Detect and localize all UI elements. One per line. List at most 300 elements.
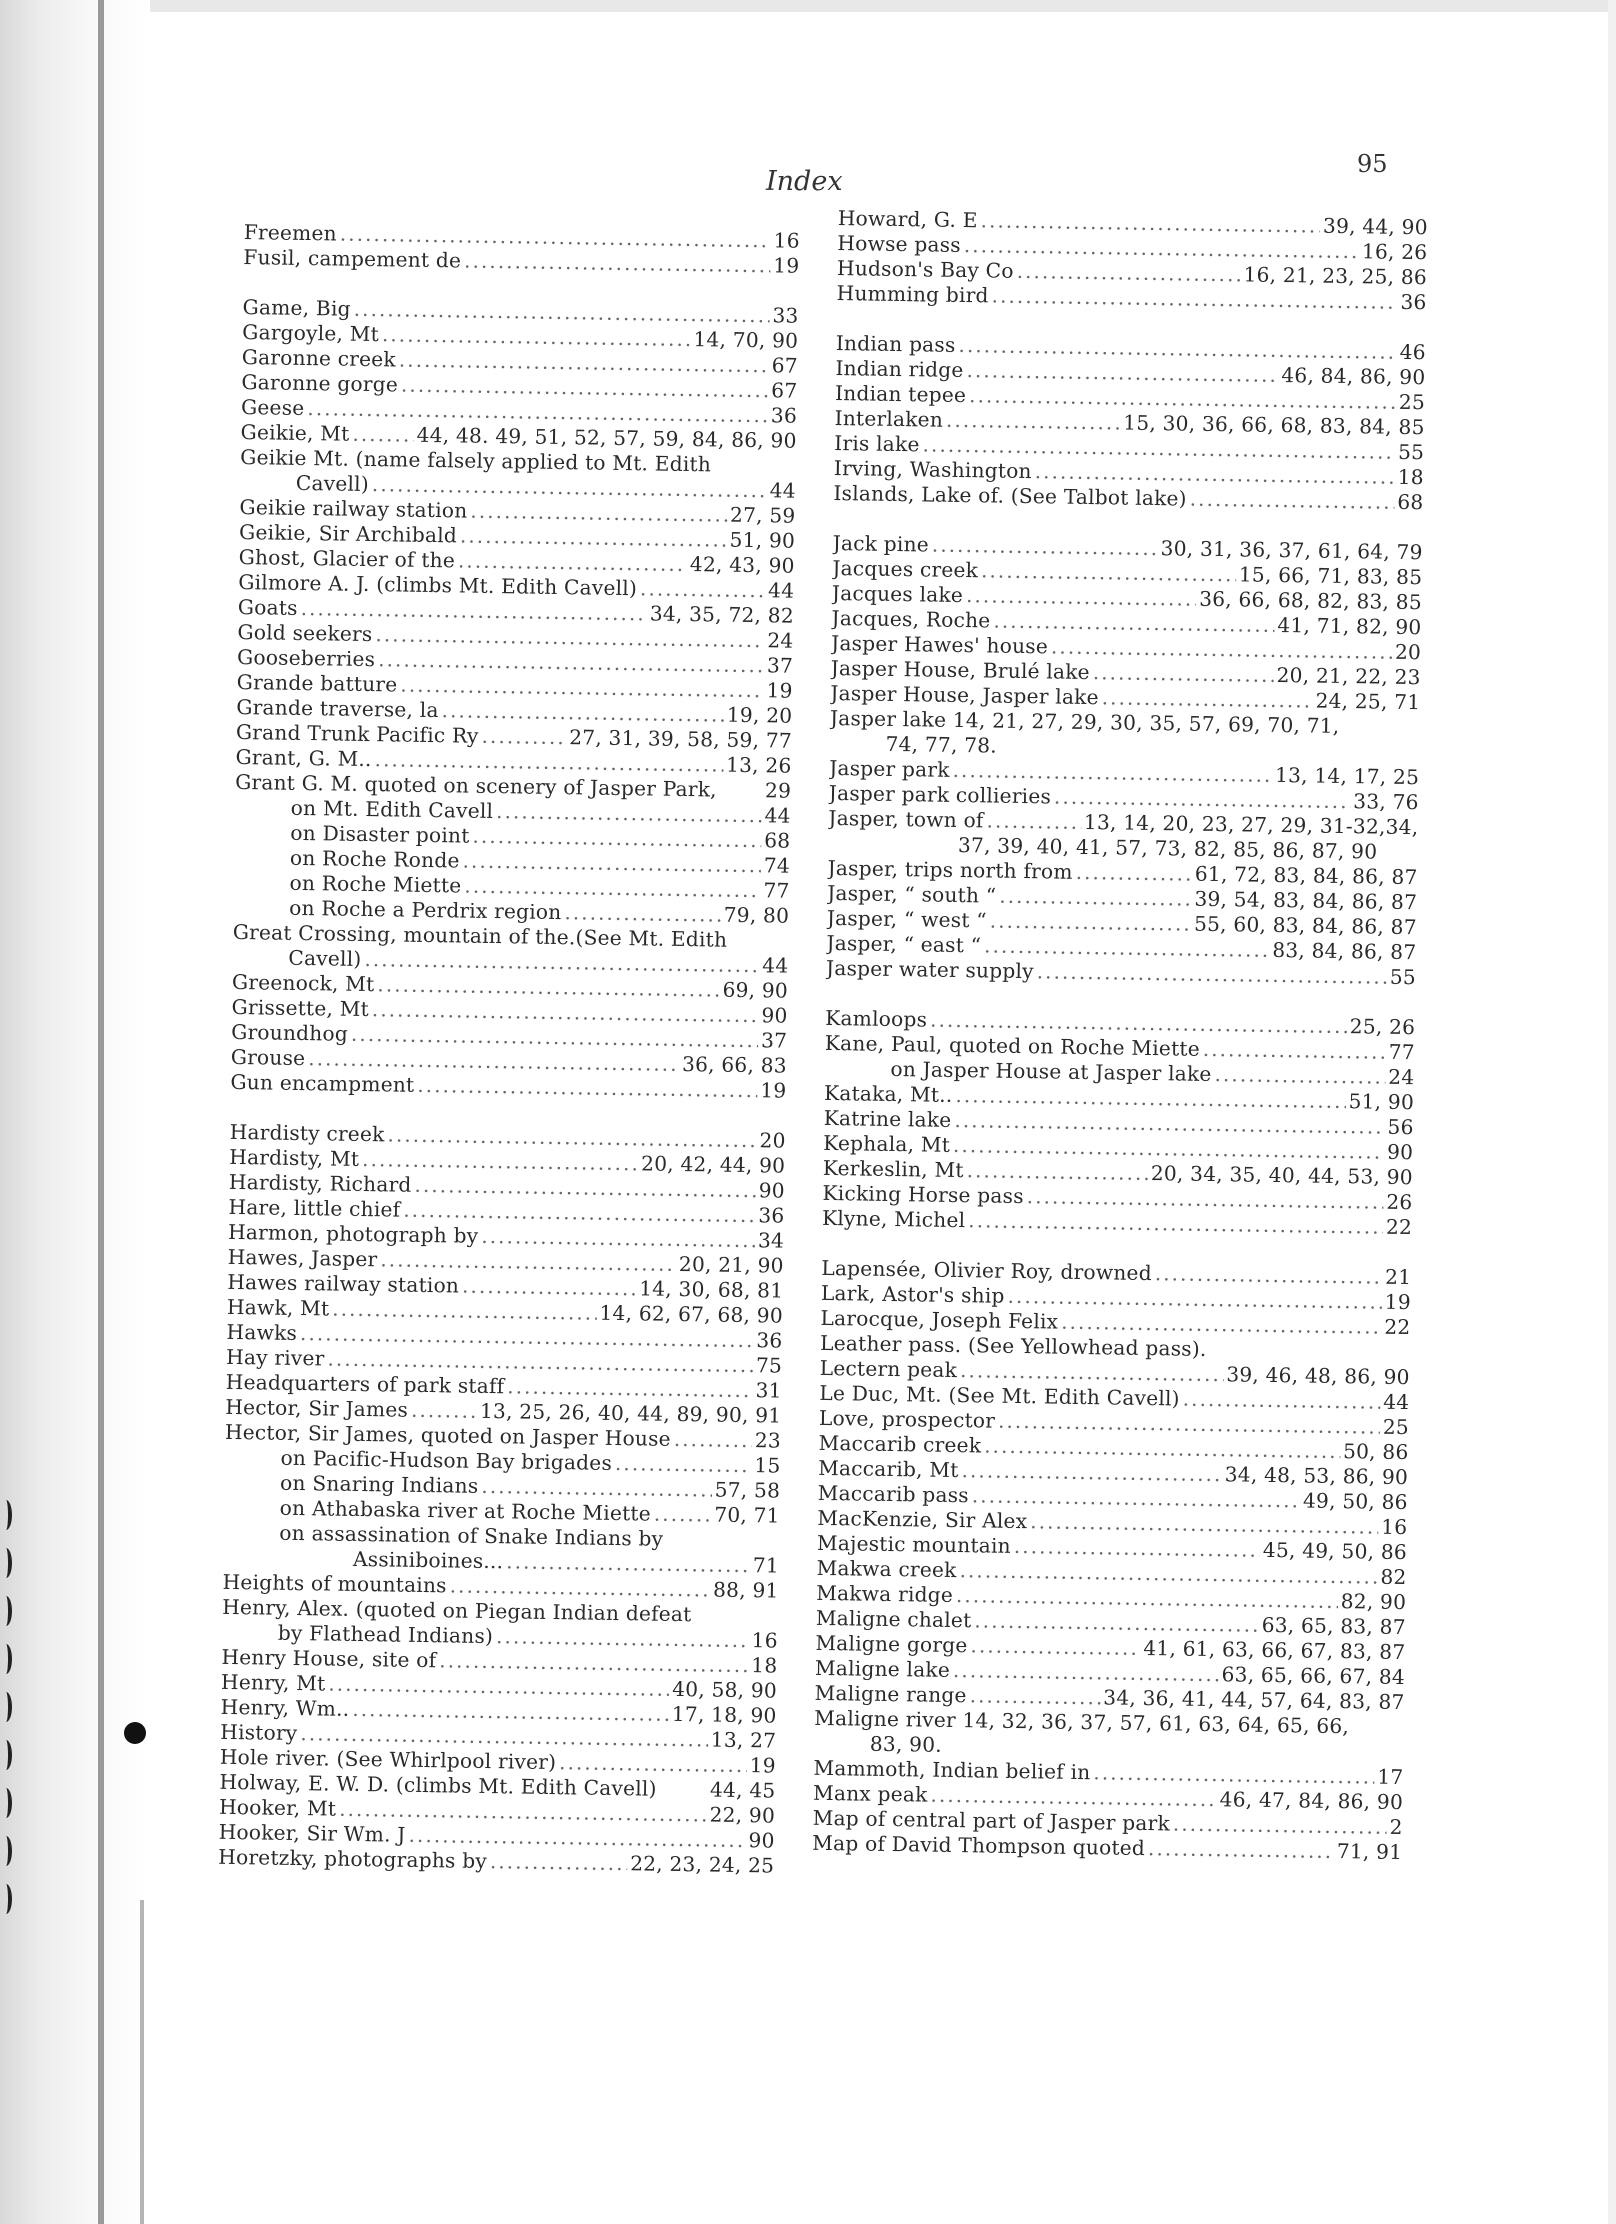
index-entry-pages: 71 — [752, 1553, 780, 1578]
index-entry-label: Grande traverse, la — [236, 694, 439, 723]
index-entry-pages: 22, 90 — [709, 1802, 776, 1828]
index-entry-pages: 79, 80 — [723, 902, 790, 928]
dot-leader — [946, 408, 1121, 436]
index-entry-label: Leather pass. (See Yellowhead pass). — [819, 1330, 1207, 1361]
index-entry-pages: 45, 49, 50, 86 — [1262, 1537, 1408, 1565]
index-entry-label: Maccarib, Mt — [817, 1455, 959, 1483]
index-entry-pages: 24, 25, 71 — [1315, 688, 1421, 715]
index-entry-label: Gun encampment — [230, 1069, 415, 1097]
index-entry-pages: 69, 90 — [722, 977, 789, 1003]
index-entry-pages: 67 — [771, 378, 798, 403]
index-entry-label: Jacques creek — [832, 555, 979, 583]
index-entry-label: Harmon, photograph by — [227, 1219, 479, 1248]
index-entry-pages: 63, 65, 66, 67, 84 — [1221, 1662, 1406, 1690]
index-entry-label: Kerkeslin, Mt — [822, 1155, 964, 1183]
index-entry-pages: 40, 58, 90 — [672, 1676, 778, 1703]
index-entry-pages: 20 — [1394, 639, 1422, 665]
index-entry-label: Gold seekers — [237, 619, 373, 647]
index-entry-label: Indian ridge — [835, 355, 964, 382]
index-entry-pages: 14, 30, 68, 81 — [639, 1276, 784, 1303]
index-entry-pages: 67 — [771, 353, 798, 378]
index-entry-pages: 90 — [1386, 1139, 1414, 1165]
index-entry-pages: 22, 23, 24, 25 — [629, 1851, 775, 1878]
binding-shadow — [0, 0, 150, 2224]
index-entry-label: on Mt. Edith Cavell — [290, 795, 494, 823]
dot-leader — [966, 583, 1197, 612]
dot-leader — [660, 1796, 707, 1797]
index-entry-label: Iris lake — [834, 430, 920, 457]
index-entry-pages: 39, 46, 48, 86, 90 — [1226, 1362, 1410, 1390]
index-entry-label: Hay river — [225, 1344, 325, 1371]
dot-leader — [417, 1073, 757, 1103]
dot-leader — [970, 1633, 1140, 1661]
index-entry-label: Cavell) — [288, 945, 362, 971]
index-entry-pages: 30, 31, 36, 37, 61, 64, 79 — [1160, 536, 1423, 565]
index-entry-label: Hole river. (See Whirlpool river) — [219, 1744, 557, 1775]
index-entry-pages: 42, 43, 90 — [689, 552, 795, 578]
index-entry-pages: 56 — [1387, 1114, 1414, 1140]
dot-leader — [507, 1374, 753, 1403]
index-entry-pages: 50, 86 — [1342, 1439, 1409, 1465]
dot-leader — [1209, 1356, 1407, 1359]
index-entry-label: Hawk, Mt — [226, 1294, 330, 1321]
index-entry-label: Goats — [237, 594, 298, 620]
index-entry-label: Horetzky, photographs by — [218, 1844, 488, 1874]
binder-ring — [0, 1692, 12, 1722]
index-entry-label: Interlaken — [834, 405, 944, 432]
index-entry-label: Jack pine — [832, 530, 930, 557]
index-entry-label: on assassination of Snake Indians by — [279, 1520, 664, 1551]
dot-leader — [1102, 685, 1313, 713]
index-entry-label: Jasper, “ south “ — [827, 880, 997, 908]
index-entry-pages: 68 — [1397, 489, 1424, 515]
index-entry-label: Maligne chalet — [815, 1605, 972, 1633]
index-entry-label: Jacques lake — [831, 580, 964, 608]
index-entry-label: Hector, Sir James, quoted on Jasper House — [224, 1419, 672, 1451]
dot-leader — [481, 1474, 712, 1503]
binding-clip — [124, 1722, 146, 1744]
index-entry-pages: 37 — [760, 1028, 788, 1053]
index-entry-label: Majestic mountain — [816, 1530, 1012, 1558]
index-entry-label: Jacques, Roche — [831, 605, 991, 633]
index-entry-label: Assiniboines... — [352, 1546, 504, 1574]
index-entry-label: Grouse — [230, 1044, 306, 1071]
index-entry-pages: 13, 14, 20, 23, 27, 29, 31-32,34, — [1083, 809, 1419, 840]
index-entry-pages: 36 — [756, 1328, 783, 1353]
index-entry-pages: 16 — [1381, 1514, 1408, 1540]
dot-leader — [559, 1750, 747, 1778]
index-entry-pages: 34, 48, 53, 86, 90 — [1224, 1462, 1409, 1490]
binding-edge-line-lower — [140, 1900, 144, 2224]
index-entry-label: Howse pass — [837, 230, 962, 257]
index-entry-label: Jasper, town of — [828, 805, 984, 833]
index-column-right — [812, 206, 1428, 1865]
index-entry-pages: 17, 18, 90 — [671, 1701, 777, 1728]
index-entry-pages: 19 — [1384, 1289, 1412, 1315]
index-entry-pages: 13, 25, 26, 40, 44, 89, 90, 91 — [479, 1398, 782, 1428]
index-entry-label: by Flathead Indians) — [277, 1620, 494, 1649]
index-entry-label: Indian tepee — [834, 380, 967, 408]
index-entry-label: Geikie, Mt — [240, 419, 350, 446]
index-entry-label: Geese — [240, 394, 305, 420]
index-entry-label: Geikie Mt. (name falsely applied to Mt. Edith — [240, 444, 712, 477]
dot-leader — [1173, 1811, 1387, 1839]
index-entry-pages: 27, 31, 39, 58, 59, 77 — [569, 725, 793, 753]
index-entry-pages: 19, 20 — [726, 702, 793, 728]
index-entry-label: Islands, Lake of. (See Talbot lake) — [833, 480, 1187, 511]
index-entry-pages: 70, 71 — [714, 1502, 780, 1528]
dot-leader — [564, 900, 721, 927]
dot-leader — [462, 1274, 636, 1302]
index-entry-label: on Roche Ronde — [289, 845, 460, 873]
index-entry-pages: 20, 34, 35, 40, 44, 53, 90 — [1150, 1161, 1414, 1190]
index-entry-label: Hawes, Jasper — [227, 1244, 378, 1272]
index-entry-pages: 22 — [1385, 1214, 1413, 1240]
index-entry-label: Katrine lake — [823, 1105, 952, 1132]
dot-leader — [615, 1451, 752, 1478]
index-entry-pages: 51, 90 — [729, 527, 796, 553]
index-entry-label: Larocque, Joseph Felix — [820, 1305, 1059, 1334]
dot-leader — [990, 908, 1192, 936]
dot-leader — [1148, 1836, 1334, 1864]
index-entry-label: Hooker, Mt — [218, 1794, 337, 1821]
index-entry-label: Henry, Alex. (quoted on Piegan Indian defeat — [222, 1594, 692, 1627]
index-entry-label: Kephala, Mt — [823, 1130, 951, 1157]
index-entry-label: Headquarters of park staff — [225, 1369, 505, 1399]
index-entry-label: Howard, G. E — [837, 206, 978, 233]
index-entry-pages: 49, 50, 86 — [1302, 1488, 1408, 1515]
page-top-edge — [0, 0, 1616, 12]
dot-leader — [1093, 660, 1274, 688]
index-entry-pages: 34, 36, 41, 44, 57, 64, 83, 87 — [1103, 1685, 1405, 1715]
index-entry-label: 83, 90. — [869, 1731, 943, 1757]
index-entry-label: Le Duc, Mt. (See Mt. Edith Cavell) — [819, 1380, 1180, 1411]
index-entry-pages: 15 — [754, 1453, 781, 1478]
index-entry-label: Maccarib pass — [817, 1480, 970, 1508]
index-entry-pages: 20, 21, 22, 23 — [1276, 662, 1421, 690]
index-entry-label: Hawes railway station — [227, 1269, 460, 1298]
index-entry-label: Maligne range — [814, 1680, 967, 1708]
index-entry-label: Manx peak — [812, 1780, 928, 1807]
page-number: 95 — [1357, 150, 1388, 178]
dot-leader — [654, 1502, 712, 1528]
index-entry-pages: 36 — [758, 1203, 785, 1228]
index-entry-label: Jasper water supply — [825, 955, 1034, 984]
index-entry-pages: 39, 44, 90 — [1322, 213, 1428, 240]
index-entry-pages: 44 — [1383, 1389, 1410, 1415]
index-entry-label: Gooseberries — [236, 644, 376, 672]
index-entry-pages: 25, 26 — [1349, 1014, 1416, 1040]
index-entry-pages: 74 — [763, 853, 791, 878]
running-head: Index — [766, 166, 843, 197]
index-entry-label: Garonne creek — [241, 344, 397, 372]
index-entry-pages: 77 — [1388, 1039, 1415, 1065]
index-entry-pages: 90 — [761, 1003, 788, 1028]
binder-ring — [0, 1740, 12, 1770]
index-entry-label: Henry, Wm.. — [220, 1694, 350, 1721]
dot-leader — [932, 533, 1158, 562]
index-entry-label: Holway, E. W. D. (climbs Mt. Edith Cavell) — [219, 1769, 657, 1801]
index-entry-label: Grant, G. M.. — [235, 744, 372, 772]
index-entry-pages: 24 — [767, 628, 794, 653]
index-entry-pages: 63, 65, 83, 87 — [1261, 1612, 1406, 1640]
index-entry-label: Freemen — [243, 220, 338, 246]
index-entry-label: 37, 39, 40, 41, 57, 73, 82, 85, 86, 87, 90 — [957, 832, 1378, 864]
index-entry-pages: 19 — [766, 678, 793, 703]
index-entry-label: Geikie railway station — [239, 494, 468, 523]
index-entry-pages: 44 — [769, 478, 797, 503]
index-entry-pages: 36, 66, 68, 82, 83, 85 — [1198, 586, 1423, 615]
index-entry-pages: 27, 59 — [729, 502, 796, 528]
index-entry-pages: 39, 54, 83, 84, 86, 87 — [1194, 886, 1418, 915]
index-entry-label: Makwa ridge — [816, 1580, 954, 1607]
index-entry-pages: 51, 90 — [1348, 1089, 1415, 1115]
index-entry-pages: 16 — [773, 228, 800, 253]
dot-leader — [1203, 1037, 1386, 1065]
index-entry-label: Game, Big — [242, 294, 351, 321]
index-entry-pages: 31 — [755, 1378, 782, 1403]
index-entry-label: Great Crossing, mountain of the.(See Mt. Edith — [232, 919, 728, 952]
binder-ring — [0, 1500, 12, 1530]
index-entry-pages: 20, 42, 44, 90 — [640, 1151, 786, 1178]
dot-leader — [1016, 259, 1240, 288]
dot-leader — [481, 724, 566, 750]
dot-leader — [1014, 1534, 1260, 1563]
index-entry-pages: 22 — [1384, 1314, 1411, 1340]
index-entry-pages: 44, 48. 49, 51, 52, 57, 59, 84, 86, 90 — [416, 422, 797, 453]
index-entry-pages: 15, 30, 36, 66, 68, 83, 84, 85 — [1123, 410, 1425, 440]
index-entry-pages: 15, 66, 71, 83, 85 — [1238, 562, 1423, 590]
index-entry-label: Greenock, Mt — [231, 969, 375, 997]
dot-leader — [464, 248, 770, 278]
index-entry-pages: 68 — [764, 828, 791, 853]
index-entry-label: Garonne gorge — [241, 369, 399, 397]
index-entry-pages: 13, 14, 17, 25 — [1274, 762, 1420, 790]
index-entry-pages: 33, 76 — [1353, 789, 1419, 815]
index-entry-label: Grant G. M. quoted on scenery of Jasper Park, — [234, 769, 717, 802]
index-entry-label: Kicking Horse pass — [822, 1180, 1024, 1209]
index-entry-label: on Disaster point — [290, 820, 470, 848]
index-entry-pages: 61, 72, 83, 84, 86, 87 — [1194, 861, 1418, 890]
index-entry-pages: 75 — [755, 1353, 783, 1378]
dot-leader — [640, 576, 766, 603]
index-entry-pages: 14, 62, 67, 68, 90 — [599, 1300, 784, 1328]
index-entry-label: Love, prospector — [818, 1405, 996, 1433]
index-entry-pages: 25 — [1398, 389, 1426, 415]
index-entry-label: Jasper, trips north from — [827, 855, 1073, 884]
index-entry-label: Maccarib creek — [818, 1430, 982, 1458]
index-entry-label: Henry House, site of — [221, 1644, 437, 1673]
dot-leader — [1183, 1387, 1381, 1415]
index-entry-pages: 26 — [1386, 1189, 1413, 1215]
index-entry-pages: 18 — [751, 1653, 778, 1678]
index-entry-pages: 44 — [767, 578, 795, 603]
index-entry-pages: 46, 47, 84, 86, 90 — [1219, 1787, 1404, 1815]
index-entry-pages: 36, 66, 83 — [681, 1051, 787, 1078]
binder-ring — [0, 1788, 12, 1818]
index-entry-label: Jasper lake 14, 21, 27, 29, 30, 35, 57, 69, 70, 71, — [829, 705, 1340, 738]
dot-leader — [969, 1683, 1100, 1710]
index-entry-label: Kataka, Mt.. — [823, 1080, 953, 1107]
index-entry-label: Geikie, Sir Archibald — [238, 519, 458, 548]
index-entry-pages: 34 — [757, 1228, 785, 1253]
index-entry-pages: 82, 90 — [1340, 1589, 1407, 1615]
index-entry-pages: 37 — [766, 653, 794, 678]
index-entry-label: on Athabaska river at Roche Miette — [279, 1495, 652, 1526]
index-entry-label: on Roche Miette — [289, 870, 462, 898]
index-entry-pages: 41, 71, 82, 90 — [1277, 612, 1422, 640]
index-entry-label: Lectern peak — [819, 1355, 958, 1383]
index-entry-label: Jasper, “ west “ — [826, 905, 987, 933]
binding-edge-line — [98, 0, 104, 2224]
index-entry-pages: 46, 84, 86, 90 — [1281, 362, 1426, 390]
dot-leader — [506, 1549, 750, 1578]
index-entry-label: Humming bird — [836, 280, 989, 308]
index-entry-label: Jasper, “ east “ — [826, 930, 982, 958]
index-entry-pages: 24 — [1388, 1064, 1415, 1090]
dot-leader — [1075, 860, 1192, 887]
index-entry-pages: 25 — [1382, 1414, 1410, 1440]
index-entry-label: Jasper park — [828, 755, 950, 782]
index-entry-label: Gargoyle, Mt — [242, 319, 380, 347]
index-entry-label: on Roche a Perdrix region — [289, 895, 562, 925]
index-entry-label: Hawks — [226, 1319, 298, 1345]
index-entry-label: Jasper Hawes' house — [830, 630, 1049, 659]
dot-leader — [720, 797, 762, 798]
index-entry-pages: 34, 35, 72, 82 — [649, 601, 795, 628]
index-entry-label: Gilmore A. J. (climbs Mt. Edith Cavell) — [238, 569, 638, 601]
dot-leader — [1190, 487, 1395, 515]
dot-leader — [694, 1621, 775, 1622]
dot-leader — [1155, 1261, 1383, 1290]
page-right-edge — [1608, 0, 1616, 2224]
index-entry-label: Groundhog — [231, 1019, 349, 1046]
index-entry-pages: 46 — [1399, 339, 1426, 365]
index-entry-label: MacKenzie, Sir Alex — [817, 1505, 1028, 1534]
index-entry-pages: 71, 91 — [1336, 1839, 1403, 1865]
index-column-left — [218, 220, 800, 1879]
index-entry-pages: 19 — [773, 253, 800, 278]
index-entry-pages: 44 — [764, 803, 791, 828]
index-entry-label: Klyne, Michel — [821, 1205, 966, 1233]
index-entry-pages: 36 — [770, 403, 798, 428]
index-entry-label: Hudson's Bay Co — [836, 255, 1014, 283]
index-entry-label: Grissette, Mt — [231, 994, 370, 1022]
index-entry-pages: 77 — [763, 878, 790, 903]
index-entry-pages: 14, 70, 90 — [693, 327, 799, 353]
index-entry-label: Mammoth, Indian belief in — [813, 1755, 1091, 1785]
index-entry-label: Irving, Washington — [833, 455, 1032, 484]
dot-leader — [1214, 1062, 1385, 1090]
dot-leader — [730, 947, 786, 948]
index-entry-label: Jasper park collieries — [828, 780, 1052, 809]
binder-ring — [0, 1884, 12, 1914]
index-entry-pages: 55 — [1389, 964, 1417, 990]
index-entry-label: Heights of mountains — [222, 1569, 447, 1598]
index-entry-pages: 20 — [759, 1128, 786, 1153]
binder-ring — [0, 1644, 12, 1674]
index-entry-label: Jasper House, Brulé lake — [830, 655, 1091, 685]
dot-leader — [666, 1546, 776, 1548]
index-entry-label: 74, 77, 78. — [885, 731, 998, 758]
index-entry-label: Jasper House, Jasper lake — [830, 680, 1099, 710]
index-entry-label: Map of central part of Jasper park — [812, 1805, 1171, 1836]
index-entry-label: Ghost, Glacier of the — [238, 544, 456, 573]
index-entry-pages: 16, 26 — [1361, 239, 1428, 265]
index-entry-pages: 36 — [1400, 289, 1427, 315]
index-entry-label: Hardisty, Mt — [229, 1144, 360, 1171]
index-entry-label: Maligne river 14, 32, 36, 37, 57, 61, 63, 64, 65, 66, — [814, 1705, 1350, 1739]
dot-leader — [411, 1398, 477, 1424]
index-entry-label: Kamloops — [825, 1005, 928, 1032]
dot-leader — [714, 471, 793, 472]
binder-rings — [0, 1500, 14, 1940]
index-entry-label: Grand Trunk Pacific Ry — [235, 719, 479, 748]
index-entry-pages: 17 — [1377, 1764, 1404, 1790]
dot-leader — [1352, 1733, 1401, 1734]
dot-leader — [490, 1849, 628, 1876]
index-entry-pages: 55 — [1397, 439, 1425, 465]
dot-leader — [1380, 859, 1415, 860]
index-entry-pages: 2 — [1389, 1814, 1403, 1840]
dot-leader — [999, 884, 1192, 912]
index-entry-label: Maligne gorge — [815, 1630, 968, 1658]
index-entry-pages: 88, 91 — [712, 1577, 779, 1603]
index-entry-pages: 44, 45 — [709, 1777, 776, 1803]
binder-ring — [0, 1548, 12, 1578]
index-entry-label: on Snaring Indians — [279, 1470, 479, 1498]
index-entry-label: Henry, Mt — [220, 1669, 326, 1696]
dot-leader — [1342, 733, 1416, 734]
dot-leader — [1000, 753, 1417, 760]
index-entry-label: Hector, Sir James — [225, 1394, 409, 1422]
index-entry-label: Maligne lake — [814, 1655, 951, 1682]
index-entry-pages: 83, 84, 86, 87 — [1272, 937, 1417, 965]
index-entry-pages: 19 — [760, 1078, 787, 1103]
index-entry-pages: 23 — [754, 1428, 782, 1453]
index-entry-label: Makwa creek — [816, 1555, 957, 1583]
binder-ring — [0, 1596, 12, 1626]
index-entry-pages: 29 — [764, 778, 792, 803]
index-entry-pages: 16, 21, 23, 25, 86 — [1243, 262, 1428, 290]
index-entry-pages: 82 — [1380, 1564, 1407, 1590]
index-entry-pages: 41, 61, 63, 66, 67, 83, 87 — [1143, 1635, 1406, 1665]
index-entry-pages: 13, 26 — [725, 752, 792, 778]
index-entry-label: Lark, Astor's ship — [820, 1280, 1005, 1308]
index-entry-label: Hooker, Sir Wm. J — [218, 1819, 406, 1847]
index-entry-pages: 33 — [772, 303, 799, 328]
index-entry-label: Cavell) — [295, 470, 370, 496]
dot-leader — [674, 1427, 752, 1453]
dot-leader — [966, 1158, 1148, 1186]
dot-leader — [986, 808, 1081, 834]
index-entry-label: Fusil, campement de — [243, 244, 462, 273]
dot-leader — [352, 422, 414, 448]
index-entry-pages: 20, 21, 90 — [678, 1251, 784, 1278]
index-entry-label: Kane, Paul, quoted on Roche Miette — [824, 1030, 1201, 1061]
index-entry-pages: 90 — [758, 1178, 786, 1203]
index-entry-label: Indian pass — [835, 330, 956, 357]
index-entry-pages: 19 — [749, 1753, 776, 1778]
index-entry-pages: 44 — [762, 953, 789, 978]
index-entry-pages: 55, 60, 83, 84, 86, 87 — [1193, 911, 1417, 940]
index-entry-label: History — [220, 1719, 298, 1746]
index-entry-pages: 18 — [1397, 464, 1425, 490]
index-entry-label: Hardisty creek — [229, 1119, 385, 1147]
index-entry-pages: 21 — [1384, 1264, 1412, 1290]
binder-ring — [0, 1836, 12, 1866]
index-entry-label: Lapensée, Olivier Roy, drowned — [821, 1255, 1152, 1286]
